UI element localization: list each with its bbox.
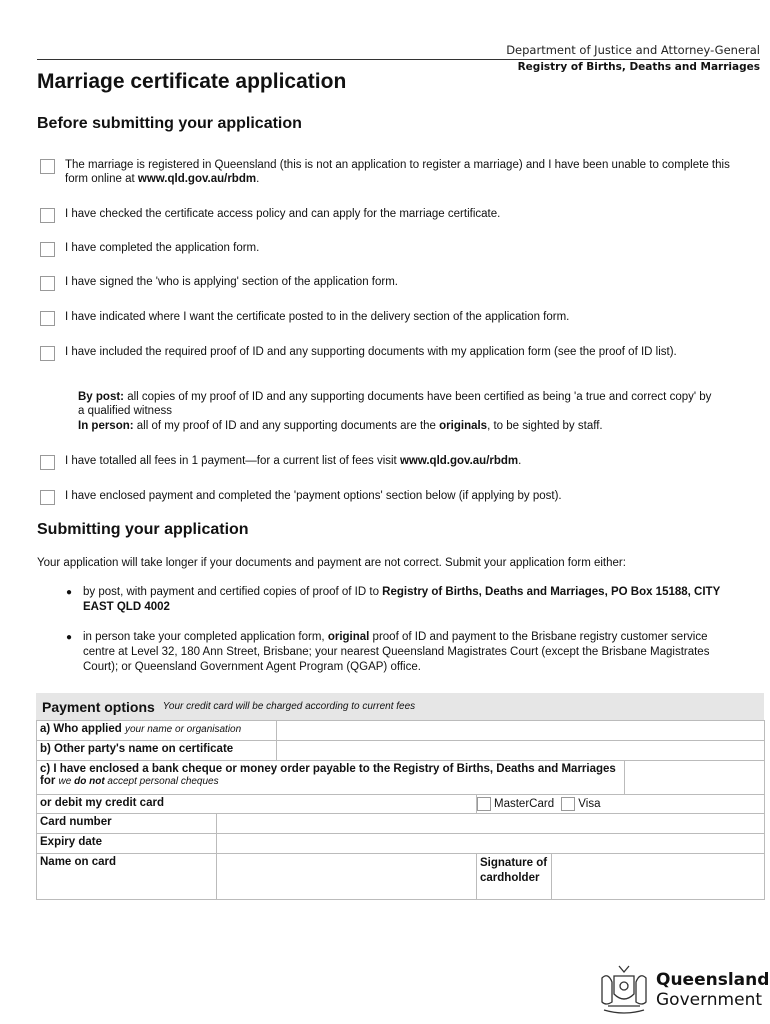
payment-options-section xyxy=(36,693,764,900)
department-name: Department of Justice and Attorney-General xyxy=(506,43,760,57)
payment-table xyxy=(36,720,765,900)
rbdm-link[interactable]: www.qld.gov.au/rbdm xyxy=(137,173,257,185)
other-party-label: b) Other party's name on certificate xyxy=(37,741,277,761)
cheque-label: c) I have enclosed a bank cheque or money order payable to the Registry of Births, Deaths and Marriages for we do not accept personal cheques xyxy=(37,761,625,795)
submitting-heading: Submitting your application xyxy=(37,521,249,538)
submitting-intro: Your application will take longer if your documents and payment are not correct. Submit your application form either: xyxy=(37,557,626,569)
check-item-completed[interactable]: I have completed the application form. xyxy=(40,241,730,257)
header-divider xyxy=(37,59,760,60)
name-on-card-label: Name on card xyxy=(37,854,217,900)
name-on-card-field[interactable] xyxy=(217,854,477,900)
expiry-field[interactable] xyxy=(217,834,765,854)
before-heading: Before submitting your application xyxy=(37,115,302,132)
debit-label: or debit my credit card xyxy=(37,795,477,814)
page-title: Marriage certificate application xyxy=(37,70,347,93)
check-item-signed[interactable]: I have signed the 'who is applying' section of the application form. xyxy=(40,275,730,291)
logo-line-queensland: Queensland xyxy=(656,970,770,990)
checkbox[interactable] xyxy=(40,242,55,257)
mastercard-checkbox[interactable] xyxy=(477,797,491,811)
payment-header: Payment options Your credit card will be charged according to current fees xyxy=(36,693,764,720)
check-item-payment[interactable]: I have enclosed payment and completed the 'payment options' section below (if applying by post). xyxy=(40,489,730,505)
signature-label: Signature of cardholder xyxy=(477,854,552,900)
cheque-amount-field[interactable] xyxy=(625,761,765,795)
bullet-icon: ● xyxy=(66,587,73,598)
check-item-fees[interactable]: I have totalled all fees in 1 payment—for a current list of fees visit www.qld.gov.au/rbdm. xyxy=(40,454,730,470)
by-post-note: By post: all copies of my proof of ID and any supporting documents have been certified as being 'a true and correct copy' by a qualified witness xyxy=(78,391,712,417)
checkbox[interactable] xyxy=(40,276,55,291)
checkbox[interactable] xyxy=(40,455,55,470)
check-item-access-policy[interactable]: I have checked the certificate access policy and can apply for the marriage certificate. xyxy=(40,207,730,223)
in-person-note: In person: all of my proof of ID and any supporting documents are the originals, to be sighted by staff. xyxy=(78,420,603,432)
card-number-label: Card number xyxy=(37,814,217,834)
who-applied-field[interactable] xyxy=(277,721,765,741)
bullet-by-post: ● by post, with payment and certified copies of proof of ID to Registry of Births, Deaths and Marriages, PO Box 15188, CITY EAST QLD 4002 xyxy=(66,586,721,613)
who-applied-label: a) Who applied your name or organisation xyxy=(37,721,277,741)
other-party-field[interactable] xyxy=(277,741,765,761)
visa-label: Visa xyxy=(578,798,601,811)
expiry-label: Expiry date xyxy=(37,834,217,854)
signature-field[interactable] xyxy=(552,854,765,900)
logo-line-government: Government xyxy=(656,990,763,1010)
mastercard-label: MasterCard xyxy=(494,798,555,811)
checkbox[interactable] xyxy=(40,208,55,223)
check-item-proof-of-id[interactable]: I have included the required proof of ID and any supporting documents with my application form (see the proof of ID list). xyxy=(40,345,730,361)
check-item-delivery[interactable]: I have indicated where I want the certificate posted to in the delivery section of the application form. xyxy=(40,310,730,326)
checkbox[interactable] xyxy=(40,346,55,361)
bullet-icon: ● xyxy=(66,632,73,643)
check-item-registered[interactable]: The marriage is registered in Queensland (this is not an application to register a marriage) and I have been unable to complete this form online at www.qld.gov.au/rbdm. xyxy=(40,158,730,186)
checkbox[interactable] xyxy=(40,490,55,505)
checkbox[interactable] xyxy=(40,311,55,326)
coat-of-arms-icon xyxy=(598,962,650,1018)
checkbox[interactable] xyxy=(40,159,55,174)
bullet-in-person: ● in person take your completed application form, original proof of ID and payment to the Brisbane registry customer service centre at Level 32, 180 Ann Street, Brisbane; your nearest Queensland Magistrates Court (except the Brisbane Magistrates Court); or Queensland Government Agent Program (QGAP) office. xyxy=(66,631,710,673)
queensland-government-logo xyxy=(598,962,769,1018)
rbdm-link[interactable]: www.qld.gov.au/rbdm xyxy=(399,455,519,467)
visa-checkbox[interactable] xyxy=(561,797,575,811)
card-number-field[interactable] xyxy=(217,814,765,834)
registry-name: Registry of Births, Deaths and Marriages xyxy=(517,61,760,73)
